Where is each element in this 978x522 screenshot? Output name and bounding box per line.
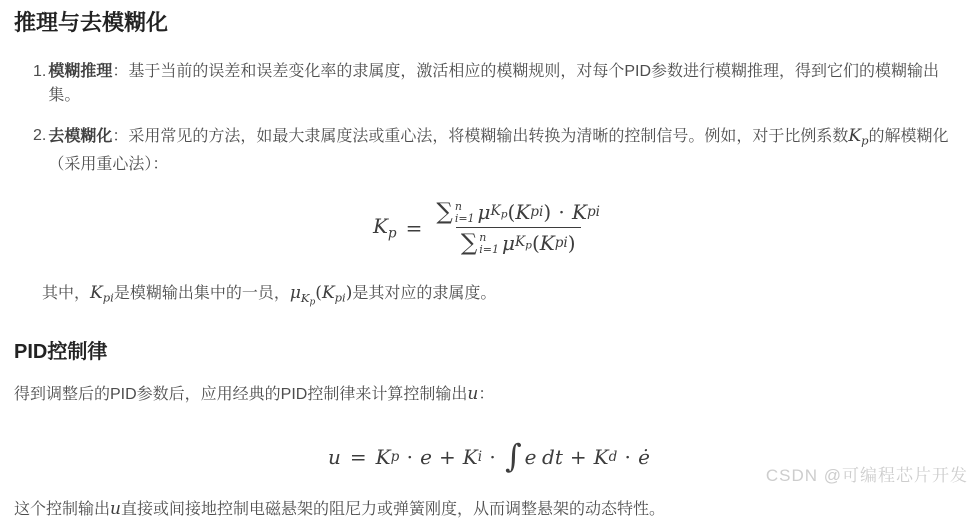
list-item-body <box>48 124 968 177</box>
fraction-denominator: ∑ n i=1 μ Kp ( K pi ) <box>456 227 581 256</box>
inline-math-mu-kpi: $\mu_{Kp}(K_{pi})$ <box>289 283 353 308</box>
inline-math-kp: $K_p$ <box>848 126 869 149</box>
math-var-mu: μ <box>501 231 515 256</box>
heading-pid-control-law: PID控制律 <box>14 341 108 364</box>
formula-u-row: u = K p ⋅ e + K i ⋅ ∫ e dt + K d ⋅ ė <box>328 437 650 476</box>
sum-lower-limit: i=1 <box>454 212 475 226</box>
list-item-text: 的解模糊化 <box>868 128 949 146</box>
pid-outro-paragraph <box>0 497 978 522</box>
list-item-number: 2. <box>33 127 47 145</box>
paren-open: ( <box>531 231 540 256</box>
paren-open: ( <box>507 200 516 225</box>
outro-text: 直接或间接地控制电磁悬架的阻尼力或弹簧刚度，从而调整悬架的动态特性。 <box>120 501 665 519</box>
paren-close: ) <box>567 231 576 256</box>
csdn-watermark: CSDN @可编程芯片开发 <box>765 465 968 485</box>
math-var-e-dot: ė <box>638 444 650 469</box>
equals-sign: = <box>349 444 367 469</box>
pid-intro-paragraph <box>0 382 978 407</box>
inline-math-kpi: $K_{pi}$ <box>90 283 114 305</box>
intro-text: 得到调整后的PID参数后，应用经典的PID控制律来计算控制输出 <box>14 386 468 404</box>
mu-subscript-Kp: Kp <box>490 203 508 221</box>
ordered-list <box>0 60 978 177</box>
plus-operator: + <box>569 444 587 469</box>
cdot-operator: ⋅ <box>558 200 565 225</box>
mu-subscript-Kp: Kp <box>514 234 532 252</box>
list-item-defuzzification <box>33 124 968 177</box>
math-var-mu: μ <box>477 200 491 225</box>
list-item-text: 采用常见的方法，如最大隶属度法或重心法，将模糊输出转换为清晰的控制信号。例如，对于比例系数 <box>128 128 849 146</box>
formula-kp-defuzzification <box>0 193 978 263</box>
where-text: 其中， <box>42 285 91 303</box>
heading-inference-defuzzification: 推理与去模糊化 <box>14 10 169 35</box>
sum-symbol: ∑ n i=1 <box>436 199 475 226</box>
math-var-Kp: $K_p$ <box>372 213 397 242</box>
integral-sign: ∫ <box>504 437 522 476</box>
sum-upper-limit: n <box>454 200 462 214</box>
list-item-fuzzy-inference <box>33 60 968 108</box>
list-item-colon: ： <box>112 128 129 146</box>
math-var-dt: dt <box>542 444 563 469</box>
formula-kp-row <box>373 200 605 256</box>
list-item-colon: ： <box>112 63 129 81</box>
cdot-operator: ⋅ <box>406 444 414 469</box>
list-item-text: 基于当前的误差和误差变化率的隶属度，激活相应的模糊规则，对每个PID参数进行模糊推理，得到它们的模糊输出集。 <box>48 63 940 105</box>
math-var-u: u <box>328 444 341 469</box>
list-item-text-line2: （采用重心法）： <box>48 156 169 174</box>
where-text: 是模糊输出集中的一员， <box>113 285 290 303</box>
list-item-term: 模糊推理 <box>48 63 113 81</box>
cdot-operator: ⋅ <box>489 444 496 469</box>
sum-upper-limit: n <box>479 231 487 245</box>
plus-operator: + <box>439 444 456 469</box>
fraction-numerator: ∑ n i=1 μ Kp ( K pi ) ⋅ K pi <box>436 199 601 226</box>
list-item-term: 去模糊化 <box>48 128 113 146</box>
where-text: 是其对应的隶属度。 <box>352 285 497 303</box>
list-item-number: 1. <box>33 63 47 81</box>
intro-colon: ： <box>478 386 495 404</box>
outro-text: 这个控制输出 <box>14 501 111 519</box>
fraction <box>431 200 605 256</box>
inline-math-u: u <box>467 384 479 405</box>
sum-symbol: ∑ n i=1 <box>460 230 499 257</box>
paren-close: ) <box>543 200 552 225</box>
equals-sign: = <box>405 215 423 240</box>
cdot-operator: ⋅ <box>624 444 632 469</box>
list-item-body <box>48 60 968 108</box>
sum-lower-limit: i=1 <box>479 243 499 257</box>
where-paragraph <box>0 281 978 314</box>
inline-math-u: u <box>110 499 121 520</box>
